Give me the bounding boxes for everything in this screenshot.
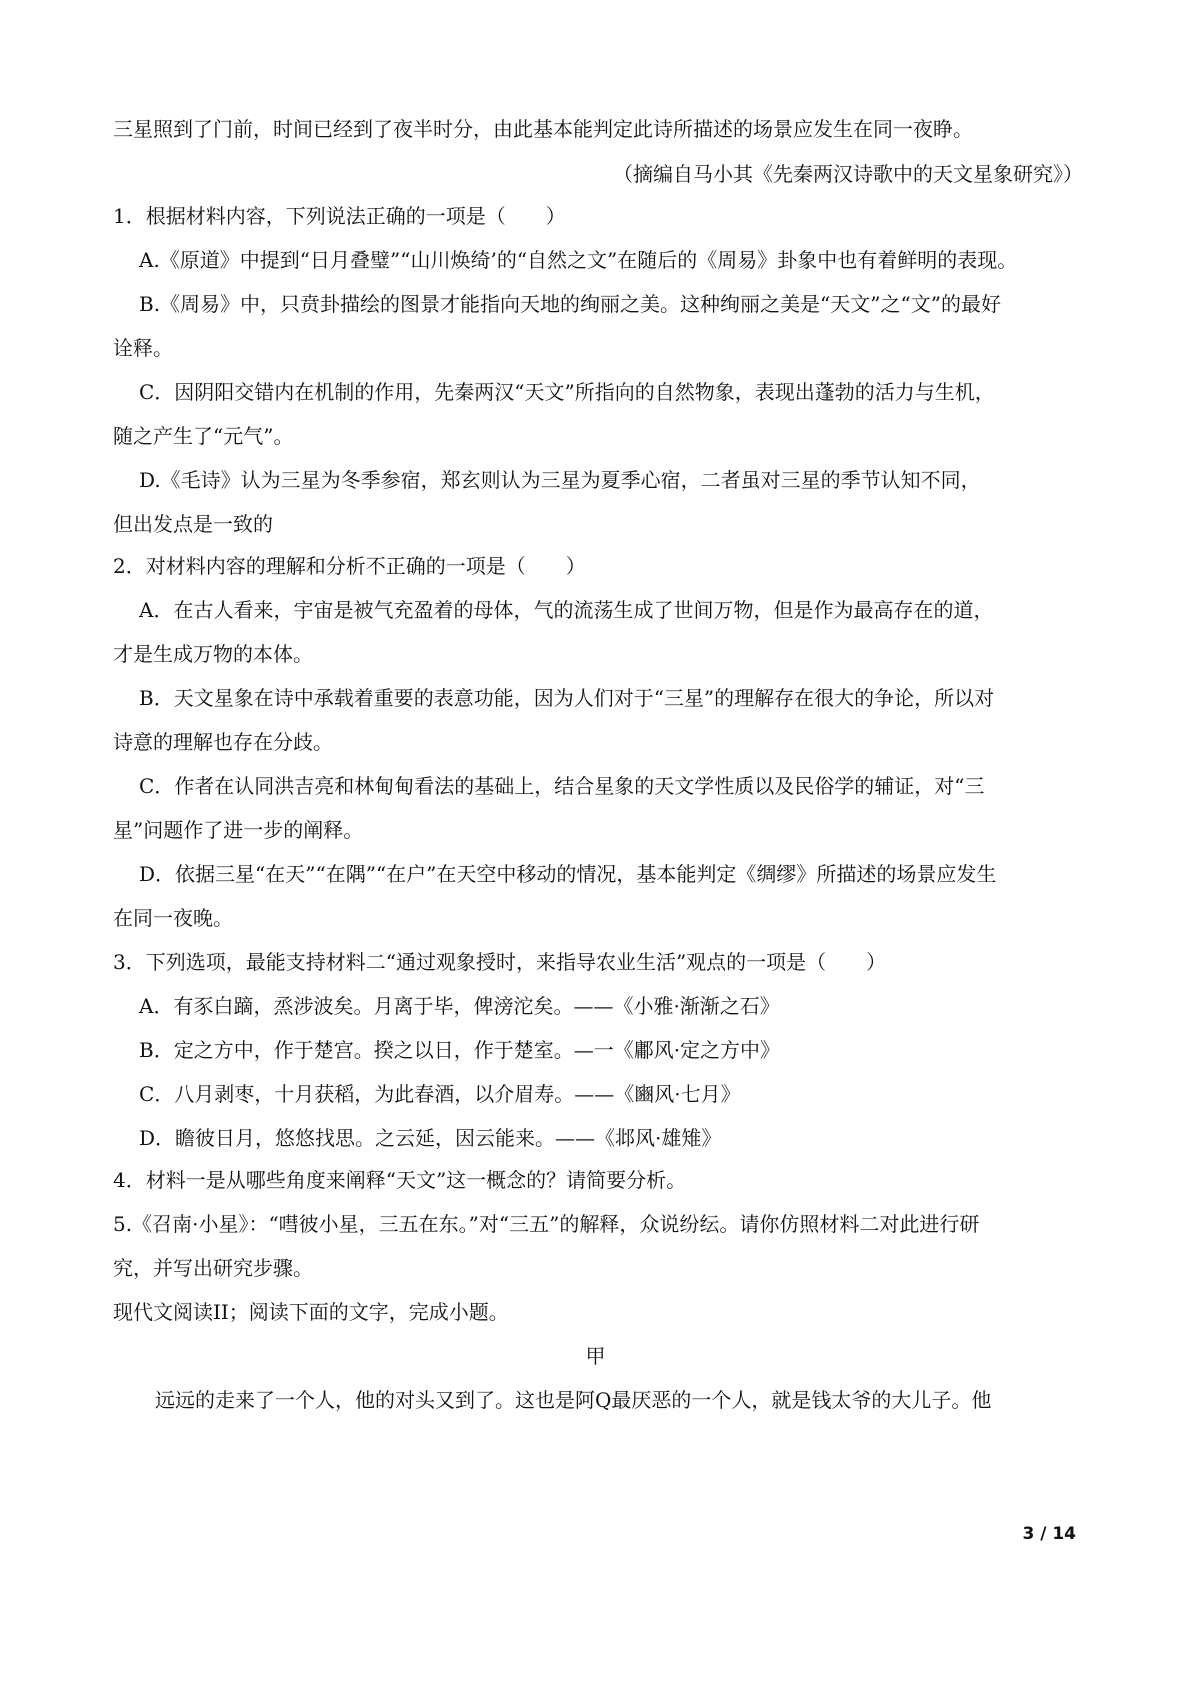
question-2-option-a: A．在古人看来，宇宙是被气充盈着的母体，气的流荡生成了世间万物，但是作为最高存在的道，	[139, 598, 994, 622]
question-5: 5.《召南·小星》：“嘒彼小星，三五在东。”对“三五”的解释，众说纷纭。请你仿照材料二对此进行研	[113, 1212, 980, 1236]
page-number: 3 / 14	[1022, 1524, 1076, 1544]
question-1: 1．根据材料内容，下列说法正确的一项是（ ）	[113, 204, 566, 228]
source-citation: （摘编自马小其《先秦两汉诗歌中的天文星象研究》）	[613, 162, 1083, 186]
question-3-option-d: D．瞻彼日月，悠悠找思。之云延，因云能来。——《邶风·雄雉》	[139, 1126, 722, 1150]
question-5-continued: 究，并写出研究步骤。	[113, 1256, 313, 1280]
question-2-option-b-continued: 诗意的理解也存在分歧。	[113, 730, 333, 754]
question-2-option-c: C．作者在认同洪吉亮和林甸甸看法的基础上，结合星象的天文学性质以及民俗学的辅证，对“三	[139, 774, 985, 798]
question-1-option-d-continued: 但出发点是一致的	[113, 512, 273, 536]
passage-paragraph: 远远的走来了一个人，他的对头又到了。这也是阿Q最厌恶的一个人，就是钱太爷的大儿子。他	[155, 1388, 992, 1412]
question-1-option-c-continued: 随之产生了“元气”。	[113, 424, 294, 448]
question-1-option-b-continued: 诠释。	[113, 336, 173, 360]
question-1-option-b: B.《周易》中，只贲卦描绘的图景才能指向天地的绚丽之美。这种绚丽之美是“天文”之“文”的最好	[139, 292, 1001, 316]
text-line: 三星照到了门前，时间已经到了夜半时分，由此基本能判定此诗所描述的场景应发生在同一夜睁。	[113, 117, 973, 141]
question-2-option-a-continued: 才是生成万物的本体。	[113, 642, 313, 666]
question-2-option-b: B．天文星象在诗中承载着重要的表意功能，因为人们对于“三星”的理解存在很大的争论，所以对	[139, 686, 995, 710]
question-4: 4．材料一是从哪些角度来阐释“天文”这一概念的？请简要分析。	[113, 1168, 687, 1192]
question-1-option-d: D.《毛诗》认为三星为冬季参宿，郑玄则认为三星为夏季心宿，二者虽对三星的季节认知不同，	[139, 468, 981, 492]
question-1-option-c: C．因阴阳交错内在机制的作用，先秦两汉“天文”所指向的自然物象，表现出蓬勃的活力与生机，	[139, 380, 995, 404]
question-3-option-c: C．八月剥枣，十月获稻，为此春酒，以介眉寿。——《豳风·七月》	[139, 1082, 741, 1106]
passage-label: 甲	[585, 1344, 606, 1368]
question-3-option-b: B．定之方中，作于楚宫。揆之以日，作于楚室。—一《鄘风·定之方中》	[139, 1038, 781, 1062]
question-2-option-d-continued: 在同一夜晚。	[113, 906, 233, 930]
question-2-option-d: D．依据三星“在天”“在隅”“在户”在天空中移动的情况，基本能判定《绸缪》所描述的场景应发生	[139, 862, 997, 886]
question-2-option-c-continued: 星”问题作了进一步的阐释。	[113, 818, 364, 842]
question-3-option-a: A．有豕白蹢，烝涉波矣。月离于毕，俾滂沱矣。——《小雅·渐渐之石》	[139, 994, 780, 1018]
question-2: 2．对材料内容的理解和分析不正确的一项是（ ）	[113, 554, 586, 578]
section-heading: 现代文阅读II；阅读下面的文字，完成小题。	[113, 1300, 509, 1324]
question-3: 3．下列选项，最能支持材料二“通过观象授时，来指导农业生活”观点的一项是（ ）	[113, 950, 887, 974]
question-1-option-a: A.《原道》中提到“日月叠璧”“山川焕绮’的“自然之文”在随后的《周易》卦象中也有着鲜明的表现。	[139, 248, 1018, 272]
